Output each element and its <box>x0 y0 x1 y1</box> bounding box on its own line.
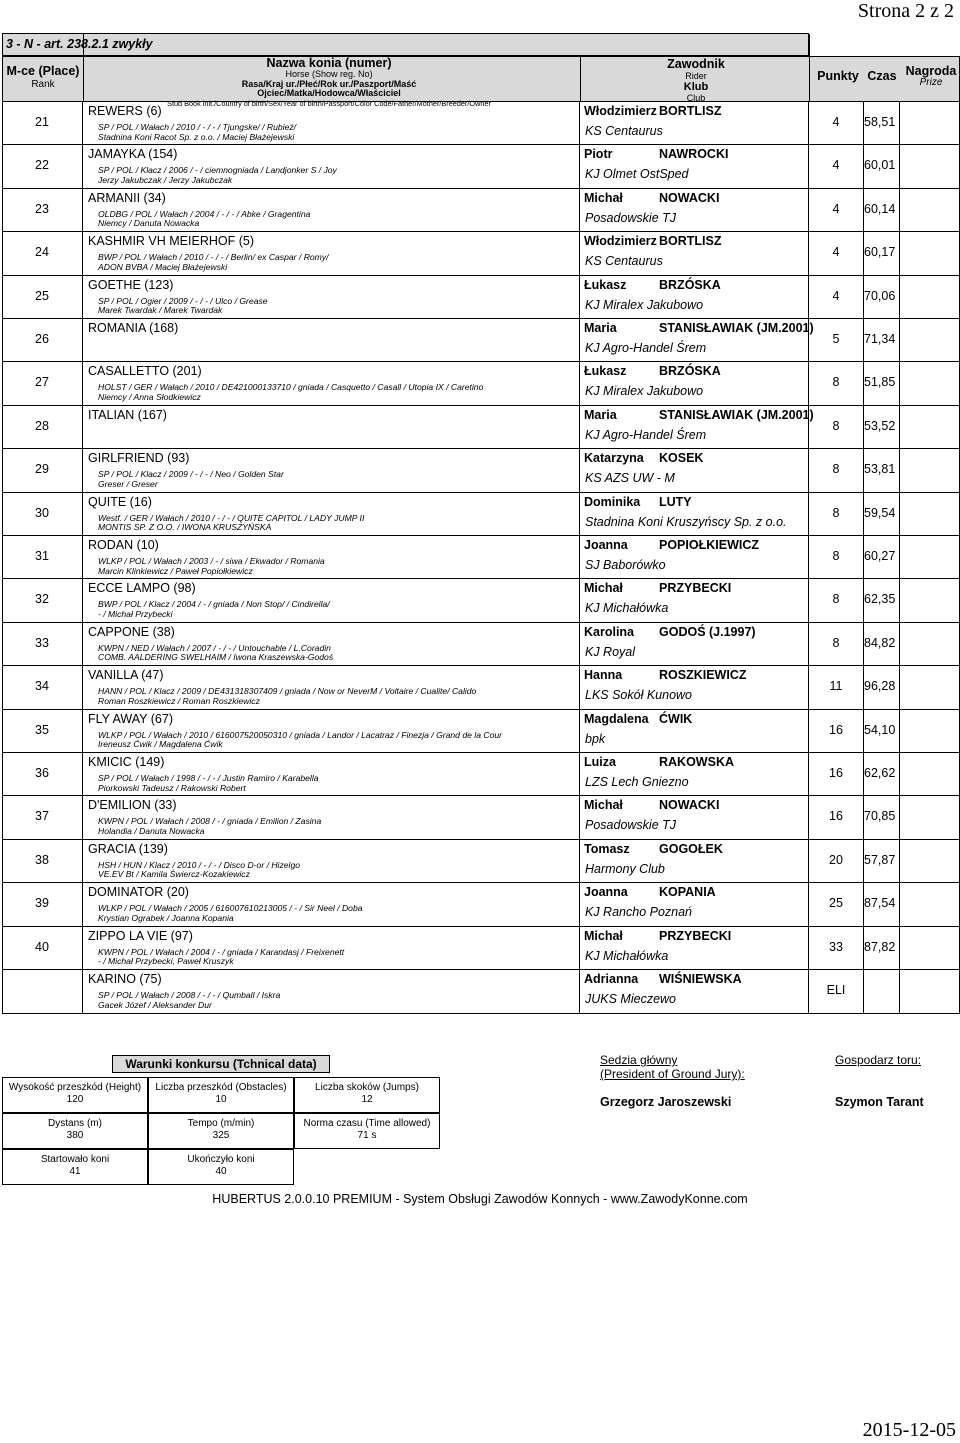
results-table <box>2 33 960 1013</box>
horse-details <box>98 600 330 619</box>
points-cell: 4 <box>832 288 840 303</box>
rider-last-name: BRZÓSKA <box>659 364 721 379</box>
software-credit: HUBERTUS 2.0.0.10 PREMIUM - System Obsługi Zawodów Konnych - www.ZawodyKonne.com <box>212 1192 748 1206</box>
table-row <box>2 840 960 883</box>
horse-breed-line: WLKP / POL / Wałach / 2010 / 616007520050310 / gniada / Landor / Lacatraz / Finezja / Grand de la Cour <box>98 729 503 740</box>
rider-last-name: NOWACKI <box>659 798 720 813</box>
time-cell: 62,35 <box>864 592 896 607</box>
horse-name: FLY AWAY (67) <box>88 711 173 726</box>
time-cell: 53,52 <box>864 418 896 433</box>
horse-breed-line: KWPN / NED / Wałach / 2007 / - / - / Untouchable / L.Coradin <box>98 642 331 653</box>
horse-breed-line: SP / POL / Wałach / 2010 / - / - / Tjungske/ / Rubież/ <box>98 122 297 132</box>
horse-breed-line: OLDBG / POL / Wałach / 2004 / - / - / Abke / Gragentina <box>98 208 311 219</box>
rider-first-name: Karolina <box>584 624 635 639</box>
horse-details <box>98 514 364 533</box>
horse-breed-line: HSH / HUN / Klacz / 2010 / - / - / Disco D-or / Hizelgo <box>98 859 301 870</box>
rider-first-name: Katarzyna <box>584 451 644 466</box>
technical-data-cell <box>148 1149 294 1185</box>
rank-cell: 38 <box>35 852 49 867</box>
technical-data-label: Wysokość przeszkód (Height) <box>8 1082 142 1093</box>
horse-details <box>98 687 476 706</box>
points-cell: 5 <box>832 332 840 346</box>
horse-name: QUITE (16) <box>88 494 152 509</box>
club-name: SJ Baborówko <box>585 558 666 572</box>
points-cell: 8 <box>832 592 840 607</box>
technical-data-title: Warunki konkursu (Tchnical data) <box>112 1055 330 1073</box>
rider-first-name: Maria <box>584 407 617 422</box>
points-cell: 16 <box>829 722 843 737</box>
rider-first-name: Dominika <box>584 494 641 509</box>
points-cell: 16 <box>829 809 843 824</box>
table-row <box>2 449 960 492</box>
column-border <box>82 102 83 1013</box>
horse-name: RODAN (10) <box>88 538 159 552</box>
time-cell: 62,62 <box>864 766 896 780</box>
rider-last-name: STANISŁAWIAK (JM.2001) <box>659 321 814 335</box>
horse-breed-line: KWPN / POL / Wałach / 2004 / - / gniada / Karandasj / Freixenett <box>98 946 345 957</box>
time-cell: 57,87 <box>864 852 896 867</box>
points-cell: 4 <box>832 245 840 260</box>
rider-last-name: KOSEK <box>659 451 704 466</box>
club-name: Harmony Club <box>585 861 665 876</box>
technical-data-label: Ukończyło koni <box>187 1154 255 1165</box>
horse-details <box>98 470 284 489</box>
club-name: KJ Miralex Jakubowo <box>585 297 704 312</box>
horse-name: KMICIC (149) <box>88 755 165 769</box>
points-cell: 8 <box>832 505 840 520</box>
results-rows <box>2 102 960 1013</box>
club-name: KJ Michałówka <box>585 948 669 963</box>
rider-last-name: RAKOWSKA <box>659 755 734 769</box>
horse-details <box>98 210 310 229</box>
horse-details <box>98 904 363 923</box>
club-name: Posadowskie TJ <box>585 210 677 225</box>
rank-cell: 35 <box>35 722 49 737</box>
technical-data-label: Tempo (m/min) <box>187 1118 255 1129</box>
time-cell: 60,17 <box>864 245 896 260</box>
horse-breed-line: HANN / POL / Klacz / 2009 / DE431318307409 / gniada / Now or NeverM / Voltaire / Cualite/ Calido <box>98 686 477 697</box>
time-cell: 70,06 <box>864 288 896 303</box>
rank-cell: 39 <box>35 896 49 911</box>
horse-name: ECCE LAMPO (98) <box>88 581 196 596</box>
points-cell: 4 <box>832 158 840 173</box>
judge-label-en: (President of Ground Jury): <box>600 1067 745 1081</box>
table-row <box>2 406 960 449</box>
host-signature <box>835 1053 924 1109</box>
horse-owner-line: - / Michał Przybecki, Paweł Kruszyk <box>98 956 234 967</box>
club-name: Posadowskie TJ <box>585 818 677 833</box>
horse-details <box>98 383 483 402</box>
header-horse-breed: Rasa/Kraj ur./Płeć/Rok ur./Paszport/Maść <box>241 78 417 89</box>
points-cell: 8 <box>832 418 840 433</box>
header-horse-sub: Horse (Show reg. No) <box>285 69 373 79</box>
table-row <box>2 623 960 666</box>
technical-data-label: Dystans (m) <box>48 1118 102 1129</box>
rider-first-name: Hanna <box>584 668 623 683</box>
horse-details <box>98 253 329 272</box>
technical-data-value: 10 <box>215 1094 227 1105</box>
horse-name: VANILLA (47) <box>88 668 164 683</box>
points-cell: ELI <box>826 983 846 997</box>
page-number: Strona 2 z 2 <box>857 0 954 22</box>
column-border <box>579 102 580 1013</box>
horse-name: ZIPPO LA VIE (97) <box>88 928 193 943</box>
rider-last-name: LUTY <box>659 494 692 509</box>
rider-last-name: NOWACKI <box>659 190 720 205</box>
time-cell: 60,01 <box>864 158 896 173</box>
horse-breed-line: BWP / POL / Wałach / 2010 / - / - / Berlin/ ex Caspar / Romy/ <box>98 252 329 263</box>
table-row <box>2 276 960 319</box>
technical-data-value: 12 <box>361 1094 373 1105</box>
header-rank-label: M-ce (Place) <box>6 64 80 78</box>
horse-owner-line: Marek Twardak / Marek Twardak <box>98 305 223 316</box>
club-name: Stadnina Koni Kruszyńscy Sp. z o.o. <box>585 514 787 529</box>
table-row <box>2 927 960 970</box>
club-name: KJ Rancho Poznań <box>585 905 693 920</box>
header-time: Czas <box>867 69 897 83</box>
rank-cell: 37 <box>35 809 49 824</box>
horse-name: GOETHE (123) <box>88 277 174 292</box>
club-name: KS Centaurus <box>585 254 663 269</box>
header-horse-title: Nazwa konia (numer) <box>266 56 392 70</box>
club-name: bpk <box>585 731 606 746</box>
horse-breed-line: WLKP / POL / Wałach / 2005 / 616007610213005 / - / Sir Neel / Doba <box>98 903 363 914</box>
horse-details <box>98 644 333 663</box>
horse-owner-line: Roman Roszkiewicz / Roman Roszkiewicz <box>98 695 260 706</box>
table-row <box>2 666 960 709</box>
rank-cell: 31 <box>35 549 49 563</box>
points-cell: 25 <box>829 896 843 911</box>
horse-name: D'EMILION (33) <box>88 798 177 813</box>
time-cell: 60,14 <box>864 201 896 216</box>
points-cell: 8 <box>832 635 840 650</box>
header-prize <box>901 64 960 88</box>
rider-first-name: Tomasz <box>584 841 630 856</box>
rider-first-name: Maria <box>584 321 617 335</box>
header-rider-sub: Rider <box>685 71 707 81</box>
rider-last-name: GODOŚ (J.1997) <box>659 624 756 639</box>
horse-name: DOMINATOR (20) <box>88 885 189 900</box>
column-border <box>2 102 3 1013</box>
horse-owner-line: Stadnina Koni Racot Sp. z o.o. / Maciej Błażejewski <box>98 131 295 142</box>
rider-first-name: Łukasz <box>584 364 627 379</box>
rider-last-name: BRZÓSKA <box>659 277 721 292</box>
technical-data-value: 120 <box>66 1094 84 1105</box>
time-cell: 58,51 <box>864 115 896 129</box>
horse-owner-line: Holandia / Danuta Nowacka <box>98 825 205 836</box>
header-club-sub: Club <box>686 93 706 103</box>
rank-cell: 34 <box>35 679 49 694</box>
competition-title: 3 - N - art. 238.2.1 zwykły <box>2 33 809 56</box>
table-row <box>2 710 960 753</box>
rider-last-name: ROSZKIEWICZ <box>659 668 747 683</box>
rank-cell: 27 <box>35 375 49 390</box>
horse-name: REWERS (6) <box>88 104 162 118</box>
technical-data-value: 71 s <box>357 1130 377 1141</box>
technical-data-cell <box>2 1149 148 1185</box>
rank-cell: 30 <box>35 505 49 520</box>
club-name: KJ Olmet OstSped <box>585 167 689 182</box>
technical-data-cell <box>294 1113 440 1149</box>
horse-details <box>98 991 280 1010</box>
rider-last-name: KOPANIA <box>659 885 716 900</box>
rider-last-name: WIŚNIEWSKA <box>659 972 742 986</box>
rank-cell: 36 <box>35 766 49 780</box>
rider-first-name: Michał <box>584 928 623 943</box>
technical-data-cell <box>148 1113 294 1149</box>
table-row <box>2 362 960 405</box>
table-row <box>2 753 960 796</box>
club-name: JUKS Mieczewo <box>585 992 676 1006</box>
horse-owner-line: Niemcy / Anna Słodkiewicz <box>98 391 201 402</box>
rider-first-name: Luiza <box>584 755 616 769</box>
horse-name: ROMANIA (168) <box>88 321 179 335</box>
print-date: 2015-12-05 <box>862 1419 956 1441</box>
points-cell: 8 <box>832 462 840 477</box>
rider-first-name: Włodzimierz <box>584 234 657 249</box>
horse-owner-line: Jerzy Jakubczak / Jerzy Jakubczak <box>98 174 233 185</box>
header-horse <box>84 56 574 108</box>
technical-data-value: 40 <box>215 1166 227 1177</box>
horse-name: GIRLFRIEND (93) <box>88 451 190 466</box>
horse-details <box>98 731 502 750</box>
time-cell: 70,85 <box>864 809 896 824</box>
rank-cell: 32 <box>35 592 49 607</box>
points-cell: 16 <box>829 766 843 780</box>
horse-owner-line: Ireneusz Ćwik / Magdalena Ćwik <box>98 739 223 750</box>
rank-cell: 26 <box>35 332 49 346</box>
time-cell: 54,10 <box>864 722 896 737</box>
horse-breed-line: BWP / POL / Klacz / 2004 / - / gniada / Non Stop/ / Cindirella/ <box>98 599 330 610</box>
rider-last-name: PRZYBECKI <box>659 928 732 943</box>
rider-first-name: Łukasz <box>584 277 627 292</box>
rider-first-name: Michał <box>584 190 623 205</box>
horse-breed-line: HOLST / GER / Wałach / 2010 / DE421000133710 / gniada / Casquetto / Casall / Utopia IX / Caretino <box>98 382 484 393</box>
rider-first-name: Piotr <box>584 147 613 162</box>
table-row <box>2 536 960 579</box>
horse-breed-line: SP / POL / Klacz / 2009 / - / - / Neo / Golden Star <box>98 469 284 480</box>
header-rank <box>3 65 83 91</box>
points-cell: 4 <box>832 201 840 216</box>
column-border <box>899 102 900 1013</box>
rider-last-name: STANISŁAWIAK (JM.2001) <box>659 407 814 422</box>
rider-first-name: Michał <box>584 798 623 813</box>
rider-first-name: Michał <box>584 581 623 596</box>
rank-cell: 23 <box>35 201 49 216</box>
horse-details <box>98 861 300 880</box>
horse-name: CAPPONE (38) <box>88 624 175 639</box>
technical-data-label: Startowało koni <box>40 1154 110 1165</box>
host-name: Szymon Tarant <box>835 1095 924 1109</box>
header-points: Punkty <box>817 69 859 83</box>
horse-owner-line: MONTIS SP. Z O.O. / IWONA KRUSZYŃSKA <box>98 522 272 533</box>
horse-name: KARINO (75) <box>88 972 162 986</box>
points-cell: 11 <box>829 679 843 694</box>
header-rank-sub: Rank <box>31 79 55 90</box>
horse-details <box>98 817 321 836</box>
horse-owner-line: ADON BVBA / Maciej Błażejewski <box>98 261 228 272</box>
horse-owner-line: Krystian Ograbek / Joanna Kopania <box>98 912 234 923</box>
club-name: LZS Lech Gniezno <box>585 775 689 789</box>
club-name: KJ Miralex Jakubowo <box>585 384 704 399</box>
club-name: LKS Sokół Kunowo <box>585 688 693 703</box>
table-row <box>2 189 960 232</box>
club-name: KJ Agro-Handel Śrem <box>585 427 707 442</box>
time-cell: 60,27 <box>864 549 896 563</box>
technical-data-cell <box>294 1077 440 1113</box>
technical-data-cell <box>2 1077 148 1113</box>
points-cell: 8 <box>832 375 840 390</box>
technical-data-value: 380 <box>66 1130 84 1141</box>
rank-cell: 29 <box>35 462 49 477</box>
time-cell: 53,81 <box>864 462 896 477</box>
time-cell: 59,54 <box>864 505 896 520</box>
horse-owner-line: Gacek Józef / Aleksander Dur <box>98 999 212 1010</box>
time-cell: 84,82 <box>864 635 896 650</box>
horse-breed-line: WLKP / POL / Wałach / 2003 / - / siwa / Ekwador / Romania <box>98 556 325 566</box>
horse-details <box>98 166 337 185</box>
column-border <box>863 102 864 1013</box>
horse-details <box>98 774 319 793</box>
time-cell: 71,34 <box>864 332 896 346</box>
table-row <box>2 579 960 622</box>
club-name: KS AZS UW - M <box>585 471 675 486</box>
points-cell: 33 <box>829 939 843 954</box>
horse-owner-line: Marcin Klinkiewicz / Paweł Popiołkiewicz <box>98 565 253 576</box>
horse-breed-line: SP / POL / Wałach / 1998 / - / - / Justin Ramiro / Karabella <box>98 773 319 783</box>
host-label: Gospodarz toru: <box>835 1053 922 1067</box>
horse-breed-line: KWPN / POL / Wałach / 2008 / - / gniada / Emilion / Zasina <box>98 816 322 827</box>
judge-label: Sedzia główny <box>600 1053 678 1067</box>
horse-details <box>98 948 344 967</box>
rider-first-name: Magdalena <box>584 711 649 726</box>
horse-name: JAMAYKA (154) <box>88 147 178 162</box>
time-cell: 87,54 <box>864 896 896 911</box>
horse-details <box>98 557 325 576</box>
club-name: KS Centaurus <box>585 124 663 138</box>
points-cell: 4 <box>832 115 840 129</box>
horse-name: ITALIAN (167) <box>88 407 167 422</box>
club-name: KJ Agro-Handel Śrem <box>585 341 707 355</box>
rank-cell: 22 <box>35 158 49 173</box>
horse-owner-line: VE.EV Bt / Kamila Świercz-Kozakiewicz <box>98 869 250 880</box>
horse-details <box>98 297 268 316</box>
horse-breed-line: SP / POL / Wałach / 2008 / - / - / Qumball / Iskra <box>98 990 281 1000</box>
rank-cell: 33 <box>35 635 49 650</box>
rider-last-name: ĆWIK <box>659 711 693 726</box>
horse-breed-line: SP / POL / Klacz / 2006 / - / ciemnogniada / Landjonker S / Joy <box>98 165 337 176</box>
header-rider-title: Zawodnik <box>667 57 725 71</box>
technical-data-value: 325 <box>212 1130 230 1141</box>
horse-breed-line: SP / POL / Ogier / 2009 / - / - / Ulco / Grease <box>98 295 268 306</box>
horse-owner-line: - / Michał Przybecki <box>98 608 173 619</box>
table-row <box>2 970 960 1013</box>
horse-name: CASALLETTO (201) <box>88 364 202 379</box>
header-horse-parents: Ojciec/Matka/Hodowca/Właściciel <box>257 88 401 98</box>
table-header <box>2 56 960 108</box>
rank-cell: 21 <box>35 115 49 129</box>
technical-data-cell <box>148 1077 294 1113</box>
horse-name: ARMANII (34) <box>88 190 166 205</box>
time-cell: 87,82 <box>864 939 896 954</box>
horse-breed-line: Westf. / GER / Wałach / 2010 / - / - / QUITE CAPITOL / LADY JUMP II <box>98 512 365 523</box>
technical-data-value: 41 <box>69 1166 81 1177</box>
horse-owner-line: Greser / Greser <box>98 478 158 489</box>
rider-last-name: BORTLISZ <box>659 234 722 249</box>
technical-data-label: Liczba przeszkód (Obstacles) <box>155 1082 287 1093</box>
rider-first-name: Adrianna <box>584 972 639 986</box>
header-horse-english: Stud Book init./Country of birth/Sex/Year of birth/Passport/Color Code/Father/Mother/Breeder/Owner <box>167 98 491 108</box>
column-border <box>808 102 809 1013</box>
time-cell: 96,28 <box>864 679 896 694</box>
table-row <box>2 796 960 839</box>
technical-data-label: Liczba skoków (Jumps) <box>315 1082 419 1093</box>
judge-signature <box>600 1053 745 1109</box>
judge-name: Grzegorz Jaroszewski <box>600 1095 732 1109</box>
rider-first-name: Włodzimierz <box>584 104 657 118</box>
table-row <box>2 102 960 145</box>
rider-last-name: NAWROCKI <box>659 147 729 162</box>
rider-last-name: PRZYBECKI <box>659 581 732 596</box>
rank-cell: 40 <box>35 939 49 954</box>
points-cell: 20 <box>829 852 843 867</box>
rider-last-name: POPIOŁKIEWICZ <box>659 538 759 552</box>
technical-data-label: Norma czasu (Time allowed) <box>303 1118 431 1129</box>
rider-first-name: Joanna <box>584 538 628 552</box>
rank-cell: 25 <box>35 288 49 303</box>
table-row <box>2 493 960 536</box>
horse-owner-line: Piorkowski Tadeusz / Rakowski Robert <box>98 782 246 793</box>
technical-data-cell <box>2 1113 148 1149</box>
table-row <box>2 319 960 362</box>
header-prize-label: Nagroda <box>905 64 957 78</box>
rank-cell: 28 <box>35 418 49 433</box>
table-row <box>2 145 960 188</box>
horse-name: GRACIA (139) <box>88 841 168 856</box>
club-name: KJ Royal <box>585 644 636 659</box>
rider-first-name: Joanna <box>584 885 628 900</box>
header-club-title: Klub <box>683 81 709 93</box>
horse-owner-line: Niemcy / Danuta Nowacka <box>98 218 200 229</box>
horse-owner-line: COMB. AALDERING SWELHAIM / Iwona Kraszewska-Godoś <box>98 652 334 663</box>
rank-cell: 24 <box>35 245 49 260</box>
table-row <box>2 883 960 926</box>
header-prize-sub: Prize <box>919 77 943 88</box>
club-name: KJ Michałówka <box>585 601 669 616</box>
rider-last-name: BORTLISZ <box>659 104 722 118</box>
rider-last-name: GOGOŁEK <box>659 841 723 856</box>
header-rider <box>581 57 811 103</box>
time-cell: 51,85 <box>864 375 896 390</box>
table-row <box>2 232 960 275</box>
horse-name: KASHMIR VH MEIERHOF (5) <box>88 234 254 249</box>
points-cell: 8 <box>832 549 840 563</box>
horse-details <box>98 123 296 142</box>
table-bottom-border <box>2 1013 960 1014</box>
